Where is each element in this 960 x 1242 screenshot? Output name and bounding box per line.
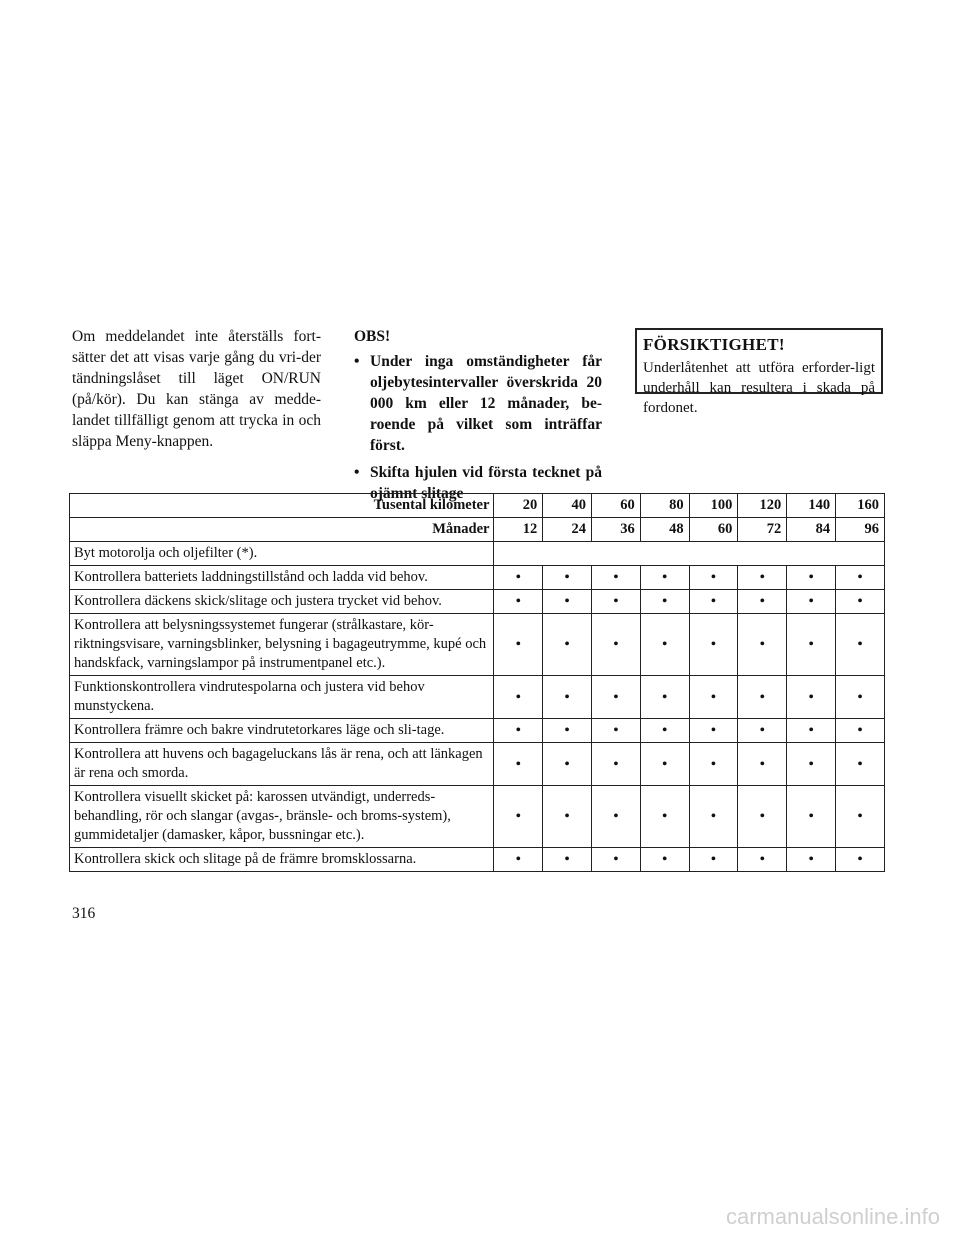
interval-mark-icon: • xyxy=(836,848,885,872)
interval-mark-icon: • xyxy=(738,566,787,590)
interval-mark-icon: • xyxy=(836,566,885,590)
interval-mark-icon: • xyxy=(494,719,543,743)
interval-mark-icon: • xyxy=(836,719,885,743)
task-label: Kontrollera visuellt skicket på: karossen utvändigt, underreds-behandling, rör och slangar (avgas-, bränsle- och broms-system), gummidetaljer (damasker, kåpor, bussningar etc.). xyxy=(70,786,494,848)
obs-bullet-text: Under inga omständigheter får oljebytesintervaller överskrida 20 000 km eller 12 månader, be-roende på vilket som inträffar först. xyxy=(370,353,602,454)
caution-title: FÖRSIKTIGHET! xyxy=(643,335,785,354)
interval-mark-icon: • xyxy=(787,676,836,719)
task-row xyxy=(70,542,885,566)
intro-text: Om meddelandet inte återställs fort-sätter det att visas varje gång du vri-der tändningslåset till läget ON/RUN (på/kör). Du kan stänga av medde-landet tillfälligt genom att trycka in och släppa Meny-knappen. xyxy=(72,328,321,450)
interval-mark-icon: • xyxy=(787,566,836,590)
interval-mark-icon: • xyxy=(592,786,641,848)
task-label: Funktionskontrollera vindrutespolarna och justera vid behov munstyckena. xyxy=(70,676,494,719)
month-value: 72 xyxy=(738,518,787,542)
interval-mark-icon: • xyxy=(836,614,885,676)
interval-mark-icon: • xyxy=(738,590,787,614)
interval-mark-icon: • xyxy=(836,786,885,848)
interval-mark-icon: • xyxy=(738,719,787,743)
months-header-label: Månader xyxy=(70,518,494,542)
month-value: 36 xyxy=(592,518,641,542)
interval-mark-icon: • xyxy=(689,848,738,872)
interval-mark-icon: • xyxy=(640,614,689,676)
interval-mark-icon: • xyxy=(494,566,543,590)
task-label: Kontrollera batteriets laddningstillstånd och ladda vid behov. xyxy=(70,566,494,590)
intro-paragraph xyxy=(72,326,321,452)
km-value: 80 xyxy=(640,494,689,518)
interval-mark-icon: • xyxy=(689,743,738,786)
interval-mark-icon: • xyxy=(787,614,836,676)
km-header-row xyxy=(70,494,885,518)
interval-mark-icon: • xyxy=(494,590,543,614)
interval-mark-icon: • xyxy=(787,743,836,786)
obs-bullet-text: Skifta hjulen vid första tecknet på ojämnt slitage xyxy=(370,464,602,502)
month-value: 24 xyxy=(543,518,592,542)
interval-mark-icon: • xyxy=(836,590,885,614)
km-value: 140 xyxy=(787,494,836,518)
interval-mark-icon: • xyxy=(689,786,738,848)
interval-mark-icon: • xyxy=(494,786,543,848)
interval-mark-icon: • xyxy=(592,614,641,676)
task-row xyxy=(70,786,885,848)
km-value: 160 xyxy=(836,494,885,518)
obs-bullet xyxy=(354,351,602,456)
month-value: 60 xyxy=(689,518,738,542)
km-header-label: Tusental kilometer xyxy=(70,494,494,518)
interval-mark-icon: • xyxy=(689,719,738,743)
month-value: 84 xyxy=(787,518,836,542)
interval-mark-icon: • xyxy=(543,676,592,719)
interval-mark-icon: • xyxy=(494,614,543,676)
interval-mark-icon: • xyxy=(543,743,592,786)
obs-note xyxy=(354,326,602,510)
km-value: 40 xyxy=(543,494,592,518)
interval-mark-icon: • xyxy=(787,719,836,743)
watermark: carmanualsonline.info xyxy=(725,1204,940,1229)
caution-box xyxy=(635,328,883,416)
interval-mark-icon: • xyxy=(543,614,592,676)
task-label: Kontrollera skick och slitage på de främre bromsklossarna. xyxy=(70,848,494,872)
interval-mark-icon: • xyxy=(787,848,836,872)
interval-mark-icon: • xyxy=(543,566,592,590)
bullet-icon: • xyxy=(354,353,360,370)
interval-mark-icon: • xyxy=(640,743,689,786)
task-row xyxy=(70,848,885,872)
bullet-icon: • xyxy=(354,464,360,481)
interval-mark-icon: • xyxy=(640,786,689,848)
month-value: 48 xyxy=(640,518,689,542)
interval-mark-icon: • xyxy=(494,676,543,719)
interval-mark-icon: • xyxy=(592,719,641,743)
maintenance-schedule-table xyxy=(69,493,885,872)
task-label: Kontrollera att huvens och bagageluckans lås är rena, och att länkagen är rena och smorda. xyxy=(70,743,494,786)
interval-mark-icon: • xyxy=(640,590,689,614)
task-row xyxy=(70,614,885,676)
month-value: 12 xyxy=(494,518,543,542)
interval-mark-icon: • xyxy=(592,590,641,614)
km-value: 60 xyxy=(592,494,641,518)
task-row xyxy=(70,676,885,719)
interval-mark-icon: • xyxy=(640,719,689,743)
interval-mark-icon: • xyxy=(689,676,738,719)
task-label: Kontrollera främre och bakre vindrutetorkares läge och sli-tage. xyxy=(70,719,494,743)
task-label: Kontrollera att belysningssystemet fungerar (strålkastare, kör-riktningsvisare, varningsblinker, belysning i bagageutrymme, kupé och handskfack, varningslampor på instrumentpanel etc.). xyxy=(70,614,494,676)
interval-mark-icon: • xyxy=(592,566,641,590)
interval-mark-icon: • xyxy=(592,848,641,872)
interval-mark-icon: • xyxy=(689,590,738,614)
interval-mark-icon: • xyxy=(592,676,641,719)
interval-mark-icon: • xyxy=(640,676,689,719)
task-row xyxy=(70,566,885,590)
interval-mark-icon: • xyxy=(738,786,787,848)
interval-mark-icon: • xyxy=(787,590,836,614)
interval-mark-icon: • xyxy=(836,676,885,719)
km-value: 20 xyxy=(494,494,543,518)
interval-mark-icon: • xyxy=(543,786,592,848)
page-number: 316 xyxy=(72,905,96,922)
months-header-row xyxy=(70,518,885,542)
km-value: 120 xyxy=(738,494,787,518)
interval-mark-icon: • xyxy=(738,848,787,872)
interval-mark-icon: • xyxy=(738,743,787,786)
month-value: 96 xyxy=(836,518,885,542)
task-label: Kontrollera däckens skick/slitage och justera trycket vid behov. xyxy=(70,590,494,614)
interval-mark-icon: • xyxy=(689,614,738,676)
interval-mark-icon: • xyxy=(494,743,543,786)
interval-mark-icon: • xyxy=(640,848,689,872)
interval-mark-icon: • xyxy=(689,566,738,590)
interval-mark-icon: • xyxy=(738,676,787,719)
obs-title: OBS! xyxy=(354,328,391,345)
task-row xyxy=(70,719,885,743)
caution-body: Underlåtenhet att utföra erforder-ligt underhåll kan resultera i skada på fordonet. xyxy=(643,360,875,416)
task-row xyxy=(70,743,885,786)
interval-mark-icon: • xyxy=(787,786,836,848)
interval-mark-icon: • xyxy=(640,566,689,590)
interval-mark-icon: • xyxy=(738,614,787,676)
interval-mark-icon: • xyxy=(543,719,592,743)
interval-mark-icon: • xyxy=(836,743,885,786)
km-value: 100 xyxy=(689,494,738,518)
empty-interval-cell xyxy=(494,542,885,566)
task-label: Byt motorolja och oljefilter (*). xyxy=(70,542,494,566)
interval-mark-icon: • xyxy=(592,743,641,786)
interval-mark-icon: • xyxy=(494,848,543,872)
task-row xyxy=(70,590,885,614)
interval-mark-icon: • xyxy=(543,590,592,614)
interval-mark-icon: • xyxy=(543,848,592,872)
